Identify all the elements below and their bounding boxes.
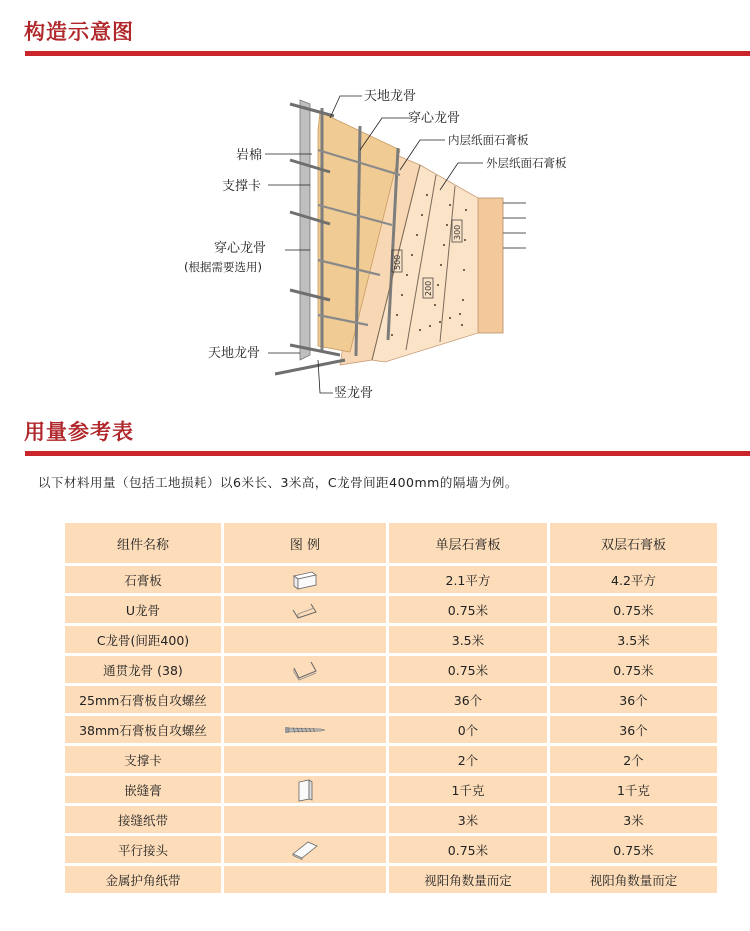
row-double: 0.75米: [550, 596, 717, 623]
row-double: 36个: [550, 686, 717, 713]
row-single: 0.75米: [389, 656, 547, 683]
row-double: 0.75米: [550, 836, 717, 863]
row-single: 0.75米: [389, 596, 547, 623]
row-single: 36个: [389, 686, 547, 713]
dimension-500: 500: [393, 254, 402, 270]
table-row: [65, 656, 717, 683]
label-chuanxin-note: (根据需要选用): [184, 260, 262, 274]
row-name: 通贯龙骨 (38): [65, 656, 221, 683]
usage-title-bar: [25, 451, 750, 456]
table-row: [65, 746, 717, 773]
row-name: 25mm石膏板自攻螺丝: [65, 686, 221, 713]
row-name: 金属护角纸带: [65, 866, 221, 893]
row-single: 3米: [389, 806, 547, 833]
table-row: [65, 806, 717, 833]
usage-intro-text: 以下材料用量（包括工地损耗）以6米长、3米高，C龙骨间距400mm的隔墙为例。: [38, 475, 518, 490]
wall-end-cap: [478, 198, 526, 333]
row-single: 视阳角数量而定: [389, 866, 547, 893]
row-double: 3米: [550, 806, 717, 833]
row-double: 3.5米: [550, 626, 717, 653]
table-row: [65, 776, 717, 803]
dimension-200: 200: [424, 280, 433, 296]
row-name: 平行接头: [65, 836, 221, 863]
row-name: 嵌缝膏: [65, 776, 221, 803]
table-row: [65, 596, 717, 623]
label-chuanxin-left: 穿心龙骨: [214, 241, 267, 256]
gypsum-board-icon: [290, 568, 320, 592]
label-support-clip: 支撑卡: [222, 179, 262, 194]
row-name: 石膏板: [65, 566, 221, 593]
row-single: 1千克: [389, 776, 547, 803]
table-row: [65, 626, 717, 653]
parallel-joint-icon: [290, 838, 320, 862]
row-name: 38mm石膏板自攻螺丝: [65, 716, 221, 743]
header-double-layer: 双层石膏板: [550, 523, 717, 563]
row-single: 2个: [389, 746, 547, 773]
row-double: 0.75米: [550, 656, 717, 683]
table-row: [65, 716, 717, 743]
row-name: C龙骨(间距400): [65, 626, 221, 653]
table-row: [65, 686, 717, 713]
usage-table: [62, 520, 720, 896]
row-double: 36个: [550, 716, 717, 743]
dimension-300: 300: [453, 224, 462, 240]
label-tiandi-bottom: 天地龙骨: [208, 346, 261, 361]
table-row: [65, 866, 717, 893]
label-outer-board: 外层纸面石膏板: [486, 156, 567, 170]
table-row: [65, 836, 717, 863]
usage-section-title: 用量参考表: [24, 420, 134, 444]
header-component-name: 组件名称: [65, 523, 221, 563]
row-single: 2.1平方: [389, 566, 547, 593]
through-keel-icon: [290, 658, 320, 682]
row-name: 接缝纸带: [65, 806, 221, 833]
label-inner-board: 内层纸面石膏板: [448, 133, 529, 147]
joint-compound-icon: [295, 777, 315, 803]
row-name: 支撑卡: [65, 746, 221, 773]
row-double: 2个: [550, 746, 717, 773]
row-single: 0个: [389, 716, 547, 743]
structure-section-title: 构造示意图: [24, 20, 134, 44]
table-row: [65, 566, 717, 593]
row-single: 0.75米: [389, 836, 547, 863]
row-double: 4.2平方: [550, 566, 717, 593]
label-vertical-keel: 竖龙骨: [334, 386, 374, 401]
row-double: 视阳角数量而定: [550, 866, 717, 893]
header-single-layer: 单层石膏板: [389, 523, 547, 563]
u-keel-icon: [290, 598, 320, 622]
label-rock-wool: 岩棉: [236, 148, 263, 163]
row-single: 3.5米: [389, 626, 547, 653]
wall-structure-diagram: [170, 88, 570, 403]
structure-title-bar: [25, 51, 750, 56]
label-tiandi-top: 天地龙骨: [364, 89, 417, 104]
label-chuanxin-top: 穿心龙骨: [408, 111, 461, 126]
header-legend: 图 例: [224, 523, 386, 563]
row-name: U龙骨: [65, 596, 221, 623]
table-header-row: [65, 523, 717, 563]
left-edge-track: [300, 100, 310, 360]
row-double: 1千克: [550, 776, 717, 803]
screw-icon: [283, 724, 327, 736]
